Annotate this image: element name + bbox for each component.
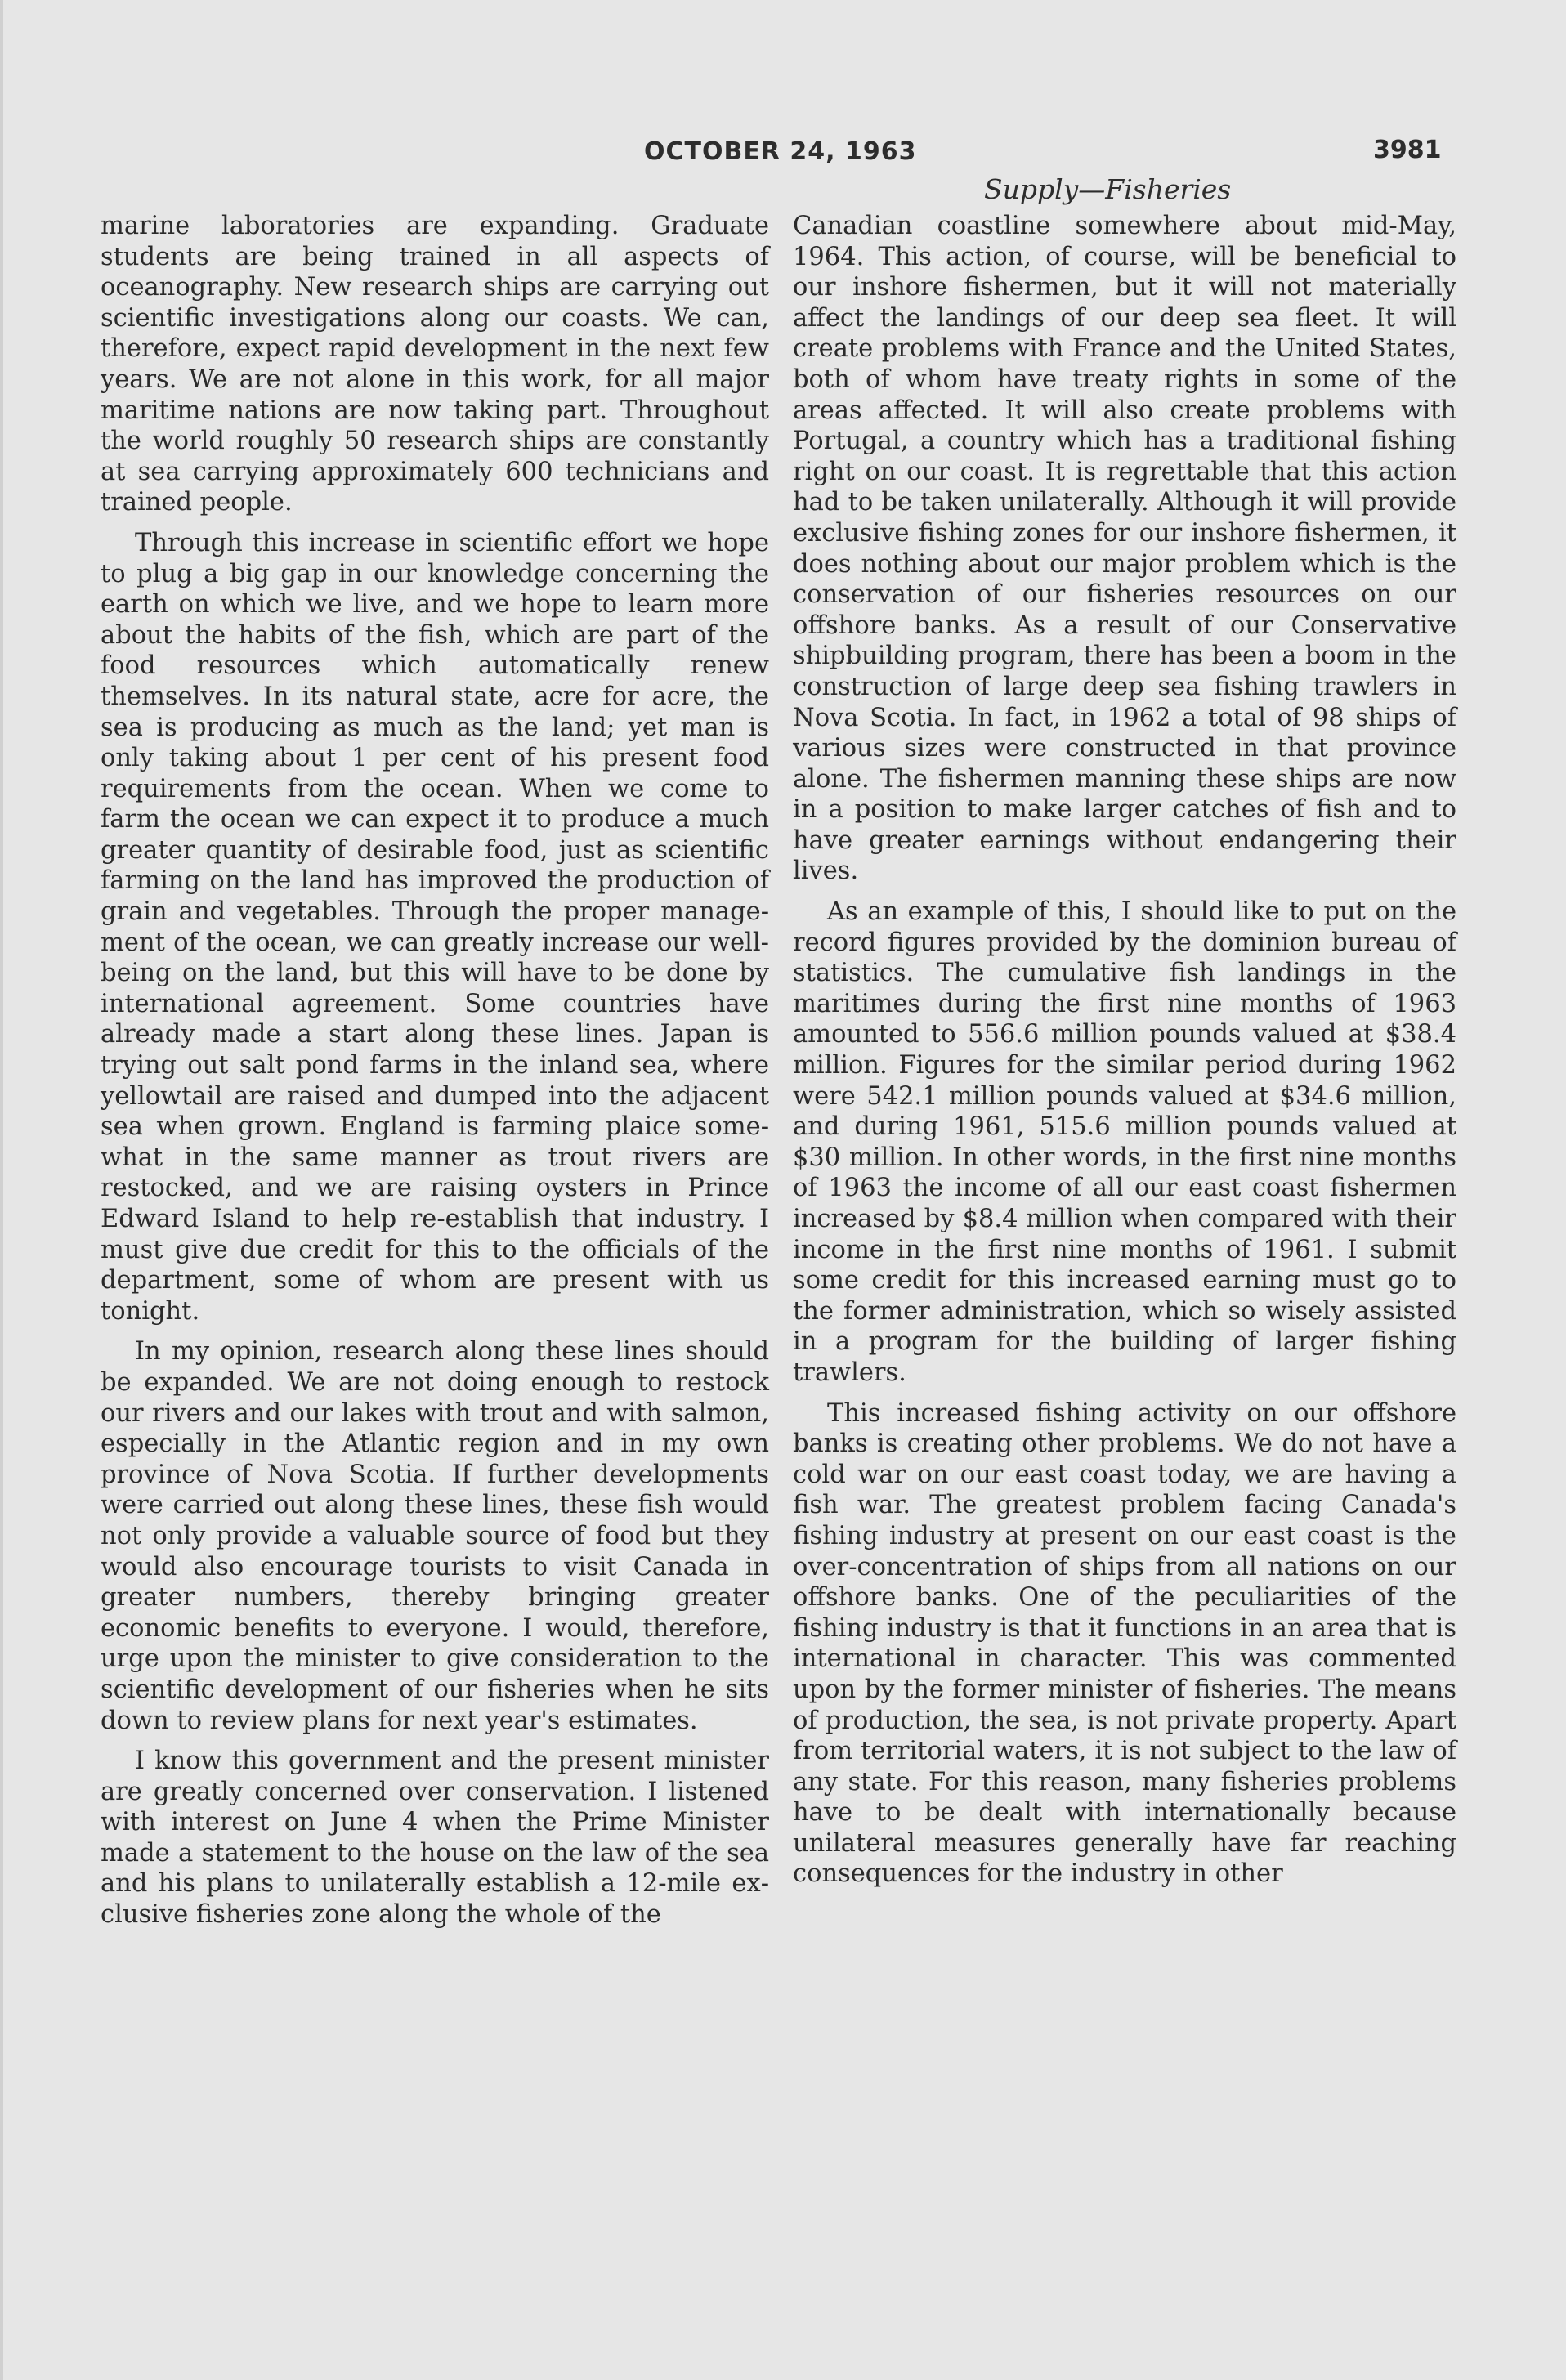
running-head: Supply—Fisheries <box>984 173 1232 205</box>
right-column <box>793 211 1456 1899</box>
left-column <box>101 211 769 1940</box>
paragraph: As an example of this, I should like to put on the record figures provided by the dominion bureau of statistics. The cumulative fish landings in the maritimes during the first nine months of 1963 amounted to 556.6 million pounds valued at $38.4 million. Figures for the similar period during 1962 were 542.1 million pounds valued at $34.6 million, and during 1961, 515.6 million pounds valued at $30 million. In other words, in the first nine months of 1963 the income of all our east coast fishermen increased by $8.4 million when compared with their income in the first nine months of 1961. I submit some credit for this increased earning must go to the former administration, which so wisely assisted in a program for the building of larger fishing trawlers. <box>793 897 1456 1387</box>
paragraph: In my opinion, research along these lines should be expanded. We are not doing enough to restock our rivers and our lakes with trout and with salmon, especially in the Atlantic region and in my own province of Nova Scotia. If further developments were carried out along these lines, these fish would not only provide a valuable source of food but they would also encourage tourists to visit Canada in greater numbers, thereby bringing greater economic benefits to everyone. I would, therefore, urge upon the minister to give consideration to the scientific development of our fisheries when he sits down to review plans for next year's estimates. <box>101 1337 769 1735</box>
paragraph: marine laboratories are expanding. Graduate students are being trained in all aspects of oceanography. New research ships are carrying out scientific investigations along our coasts. We can, therefore, expect rapid development in the next few years. We are not alone in this work, for all major maritime nations are now taking part. Throughout the world roughly 50 research ships are constantly at sea carrying approximately 600 technicians and trained people. <box>101 212 769 517</box>
page-number: 3981 <box>1373 136 1442 164</box>
paragraph: Through this increase in scientific effort we hope to plug a big gap in our knowledge concerning the earth on which we live, and we hope to learn more about the habits of the fish, which are part of the food resources which automatically renew themselves. In its natural state, acre for acre, the sea is producing as much as the land; yet man is only taking about 1 per cent of his present food requirements from the ocean. When we come to farm the ocean we can expect it to produce a much greater quantity of desirable food, just as scientific farming on the land has improved the production of grain and vegetables. Through the proper management of the ocean, we can greatly increase our well-being on the land, but this will have to be done by international agreement. Some countries have already made a start along these lines. Japan is trying out salt pond farms in the inland sea, where yellowtail are raised and dumped into the adjacent sea when grown. England is farming plaice somewhat in the same manner as trout rivers are restocked, and we are raising oysters in Prince Edward Island to help re-establish that industry. I must give due credit for this to the officials of the department, some of whom are present with us tonight. <box>101 528 769 1326</box>
paragraph: Canadian coastline somewhere about mid-May, 1964. This action, of course, will be beneficial to our inshore fishermen, but it will not materially affect the landings of our deep sea fleet. It will create problems with France and the United States, both of whom have treaty rights in some of the areas affected. It will also create problems with Portugal, a country which has a traditional fishing right on our coast. It is regrettable that this action had to be taken unilaterally. Although it will provide exclusive fishing zones for our inshore fishermen, it does nothing about our major problem which is the conservation of our fisheries resources on our offshore banks. As a result of our Conservative shipbuilding program, there has been a boom in the construction of large deep sea fishing trawlers in Nova Scotia. In fact, in 1962 a total of 98 ships of various sizes were constructed in that province alone. The fishermen manning these ships are now in a position to make larger catches of fish and to have greater earnings without endangering their lives. <box>793 212 1456 886</box>
header-date: OCTOBER 24, 1963 <box>644 137 917 166</box>
paragraph: I know this government and the present minister are greatly concerned over conservation. I listened with interest on June 4 when the Prime Minister made a statement to the house on the law of the sea and his plans to unilaterally establish a 12-mile exclusive fisheries zone along the whole of the <box>101 1747 769 1930</box>
paragraph: This increased fishing activity on our offshore banks is creating other problems. We do not have a cold war on our east coast today, we are having a fish war. The greatest problem facing Canada's fishing industry at present on our east coast is the over-concentration of ships from all nations on our offshore banks. One of the peculiarities of the fishing industry is that it functions in an area that is international in character. This was commented upon by the former minister of fisheries. The means of production, the sea, is not private property. Apart from territorial waters, it is not subject to the law of any state. For this reason, many fisheries problems have to be dealt with internationally because unilateral measures generally have far reaching consequences for the industry in other <box>793 1398 1456 1889</box>
